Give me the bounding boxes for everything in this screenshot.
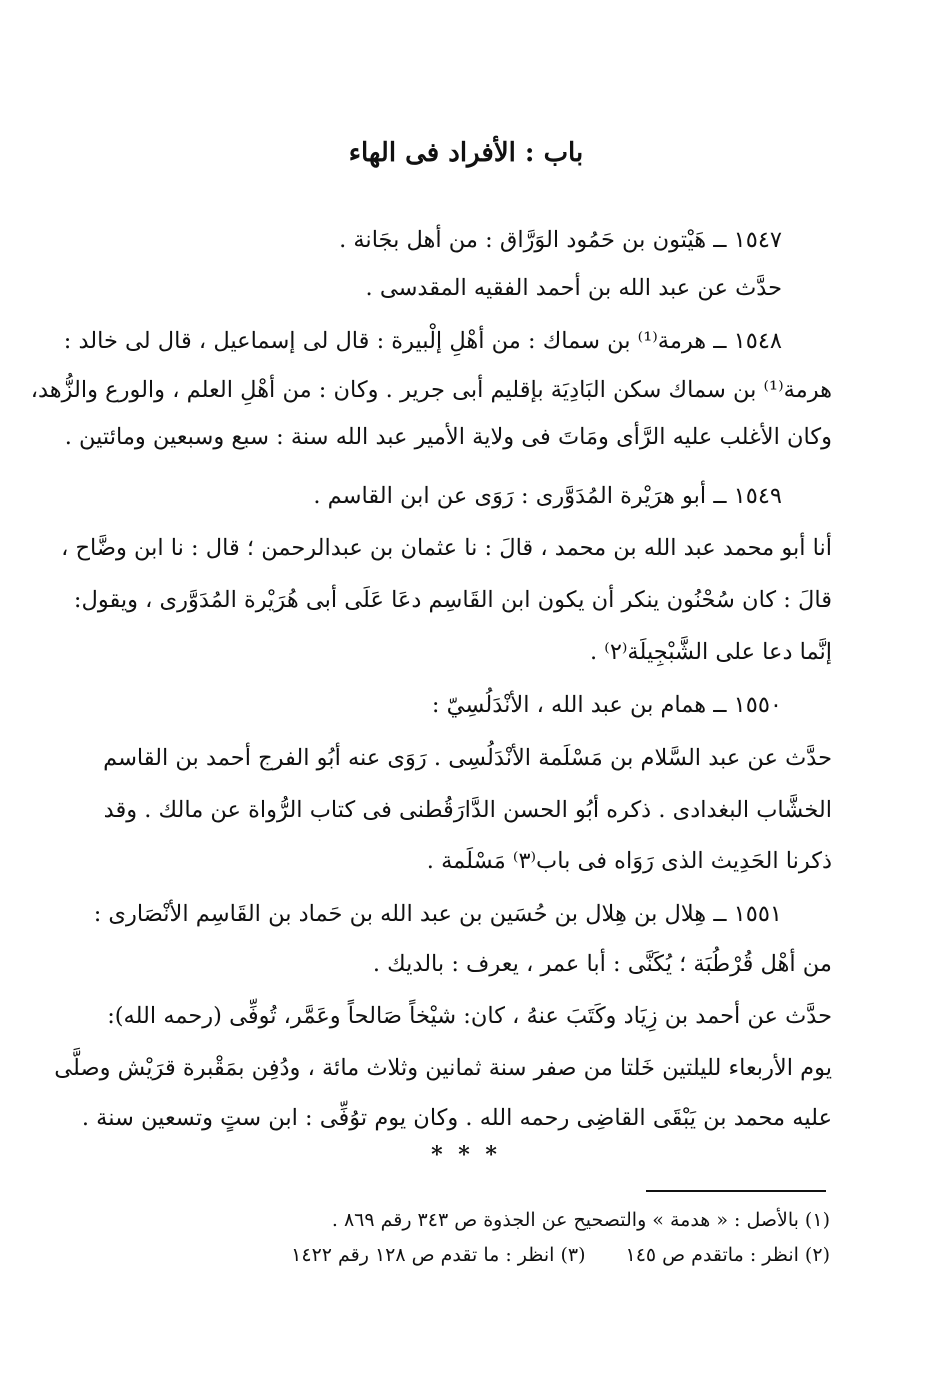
entry-1551-heading: ١٥٥١ ــ هِلال بن هِلال بن حُسَين بن عبد الله بن حَماد بن القَاسِم الأنْصَارى : bbox=[93, 901, 782, 927]
entry-1547-heading: ١٥٤٧ ــ هَيْتون بن حَمُود الوَرَّاق : من أهل بجَانة . bbox=[339, 227, 782, 253]
entry-1549-text-line: إنَّما دعا على الشَّبْجِيلَة⁽٢⁾ . bbox=[589, 639, 832, 665]
entry-1550-text-line: حدَّث عن عبد السَّلام بن مَسْلَمة الأنْدَلُسِى . رَوَى عنه أبُو الفرج أحمد بن القاسم bbox=[103, 745, 832, 771]
entry-1549-text-line: قالَ : كان سُحْنُون ينكر أن يكون ابن القَاسِم دعَا عَلَى أبى هُرَيْرة المُدَوَّرى ، ويقول: bbox=[73, 587, 832, 613]
footnotes-row bbox=[140, 1240, 830, 1270]
section-separator: * * * bbox=[431, 1142, 501, 1168]
footnote-3: (٣) انظر : ما تقدم ص ١٢٨ رقم ١٤٢٢ bbox=[291, 1244, 586, 1266]
entry-1550-text-line: ذكرنا الحَدِيث الذى رَوَاه فى باب⁽٣⁾ مَسْلَمة . bbox=[426, 848, 832, 874]
entry-1551-text-line: من أهْل قُرْطُبَة ؛ يُكَنَّى : أبا عمر ، يعرف : بالديك . bbox=[372, 951, 832, 977]
footnote-2: (٢) انظر : ماتقدم ص ١٤٥ bbox=[625, 1244, 830, 1266]
entry-1551-text-line: حدَّث عن أحمد بن زِيَاد وكَتَبَ عنهُ ، كان: شيْخاً صَالحاً وعَمَّر، تُوفِّى (رحمه الله): bbox=[107, 1003, 832, 1029]
entry-1550-text-line: الخشَّاب البغدادى . ذكره أبُو الحسن الدَّارَقُطنى فى كتاب الرُّواة عن مالك . وقد bbox=[103, 797, 832, 823]
entry-1548-text-line: هرمة⁽¹⁾ بن سماك سكن البَادِيَة بإقليم أبى جرير . وكان : من أهْلِ العلم ، والورع والزُّهد، bbox=[30, 377, 832, 403]
entry-1548-heading: ١٥٤٨ ــ هرمة⁽¹⁾ بن سماك : من أهْلِ إلْبيرة : قال لى إسماعيل ، قال لى خالد : bbox=[63, 328, 782, 354]
entry-1551-text-line: يوم الأربعاء لليلتين خَلتا من صفر سنة ثمانين وثلاث مائة ، ودُفِن بمَقْبرة قرَيْش وصلَّى bbox=[54, 1055, 832, 1081]
entry-1549-text-line: أنا أبو محمد عبد الله بن محمد ، قالَ : نا عثمان بن عبدالرحمن ؛ قال : نا ابن وضَّاح ، bbox=[61, 535, 832, 561]
entry-1549-heading: ١٥٤٩ ــ أبو هرَيْرة المُدَوَّرى : رَوَى عن ابن القاسم . bbox=[313, 483, 782, 509]
entry-1550-heading: ١٥٥٠ ــ همام بن عبد الله ، الأنْدَلُسِيّ : bbox=[431, 692, 782, 718]
footnote-divider bbox=[646, 1190, 826, 1192]
entry-1551-text-line: عليه محمد بن يَبْقَى القاضِى رحمه الله . وكان يوم توُفِّى : ابن ستٍ وتسعين سنة . bbox=[81, 1105, 832, 1131]
entry-1548-text-line: وكان الأغلب عليه الرَّأى ومَاتَ فى ولاية الأمير عبد الله سنة : سبع وسبعين ومائتين . bbox=[64, 424, 832, 450]
entry-1547-text: حدَّث عن عبد الله بن أحمد الفقيه المقدسى . bbox=[365, 275, 782, 301]
footnote-1: (١) بالأصل : « هدمة » والتصحيح عن الجذوة ص ٣٤٣ رقم ٨٦٩ . bbox=[331, 1209, 830, 1231]
chapter-heading: باب : الأفراد فى الهاء bbox=[348, 138, 584, 168]
